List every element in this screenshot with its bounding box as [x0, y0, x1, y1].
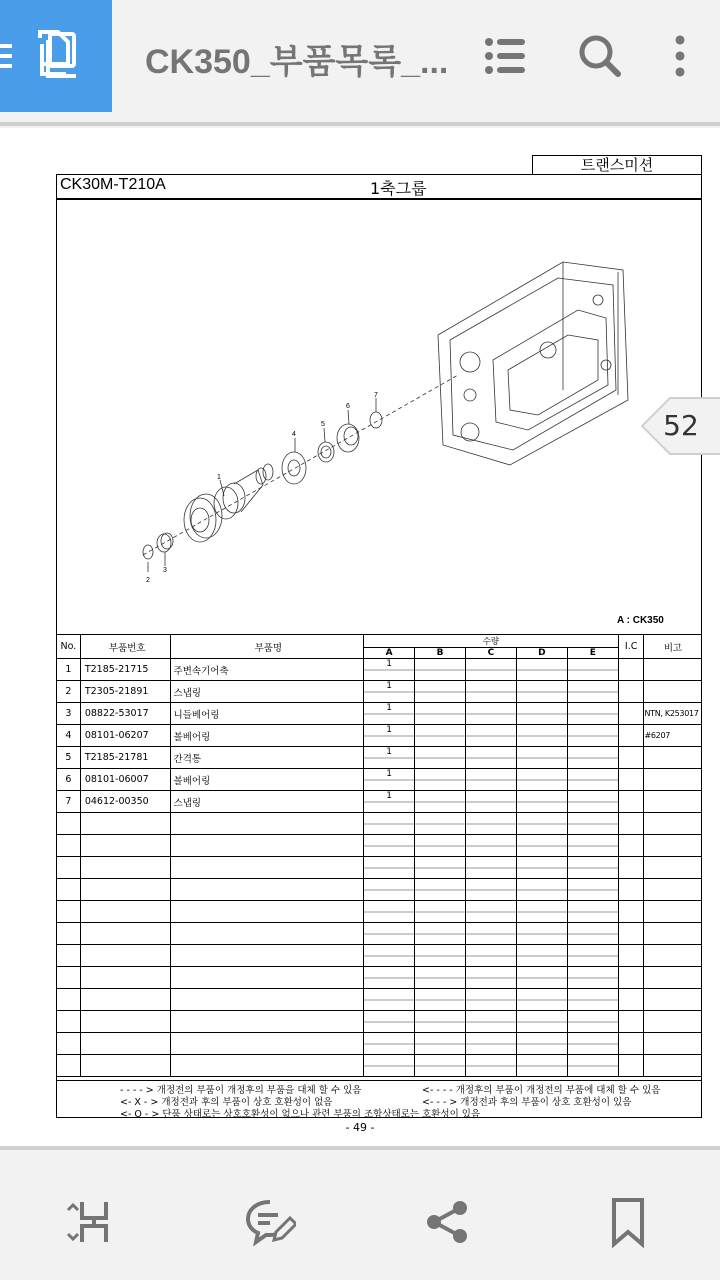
- row-qty-b: [415, 1055, 466, 1077]
- col-name: 부품명: [170, 635, 364, 659]
- col-qty-b: B: [415, 648, 466, 659]
- row-ic: [618, 747, 644, 769]
- row-no: [57, 1011, 81, 1033]
- row-no: [57, 967, 81, 989]
- row-qty-b: [415, 879, 466, 901]
- model-code: CK30M-T210A: [60, 176, 166, 193]
- row-qty-a: [364, 945, 415, 967]
- row-qty-d: [516, 681, 567, 703]
- row-qty-d: [516, 1033, 567, 1055]
- row-part-no: [80, 1011, 170, 1033]
- col-remark: 비고: [644, 635, 702, 659]
- table-row: [57, 1011, 702, 1033]
- row-qty-a: 1: [364, 703, 415, 725]
- row-remark: [644, 879, 702, 901]
- row-qty-d: [516, 989, 567, 1011]
- model-note: A : CK350: [617, 615, 664, 626]
- row-no: 3: [57, 703, 81, 725]
- row-part-no: T2305-21891: [80, 681, 170, 703]
- exploded-parts-diagram: [58, 200, 700, 632]
- row-name: [170, 1055, 364, 1077]
- row-qty-a: [364, 835, 415, 857]
- parts-table: [56, 634, 702, 1077]
- row-remark: [644, 945, 702, 967]
- row-qty-c: [465, 725, 516, 747]
- row-remark: [644, 835, 702, 857]
- row-no: [57, 835, 81, 857]
- col-qty-a: A: [364, 648, 415, 659]
- row-name: 볼베어링: [170, 769, 364, 791]
- top-app-bar: [0, 0, 720, 112]
- row-remark: [644, 923, 702, 945]
- table-row: [57, 1055, 702, 1077]
- row-remark: [644, 1011, 702, 1033]
- row-qty-a: 1: [364, 681, 415, 703]
- table-row: [57, 791, 702, 813]
- row-part-no: 08101-06007: [80, 769, 170, 791]
- row-qty-a: 1: [364, 791, 415, 813]
- row-ic: [618, 703, 644, 725]
- row-no: 1: [57, 659, 81, 681]
- row-qty-b: [415, 967, 466, 989]
- row-ic: [618, 857, 644, 879]
- row-qty-a: [364, 879, 415, 901]
- row-name: [170, 1011, 364, 1033]
- row-qty-d: [516, 813, 567, 835]
- row-part-no: [80, 857, 170, 879]
- row-part-no: [80, 1055, 170, 1077]
- row-part-no: 08822-53017: [80, 703, 170, 725]
- row-no: [57, 857, 81, 879]
- row-part-no: T2185-21715: [80, 659, 170, 681]
- table-row: [57, 703, 702, 725]
- sheet-page-number: - 49 -: [345, 1121, 375, 1134]
- row-name: [170, 813, 364, 835]
- row-qty-d: [516, 703, 567, 725]
- top-divider: [0, 122, 720, 126]
- row-no: [57, 989, 81, 1011]
- row-name: [170, 879, 364, 901]
- row-qty-a: 1: [364, 725, 415, 747]
- row-qty-e: [567, 879, 618, 901]
- page-indicator-number: 52: [663, 409, 699, 442]
- row-qty-a: 1: [364, 659, 415, 681]
- row-qty-a: [364, 989, 415, 1011]
- row-name: [170, 989, 364, 1011]
- row-qty-c: [465, 923, 516, 945]
- row-ic: [618, 813, 644, 835]
- row-qty-e: [567, 769, 618, 791]
- col-qty-c: C: [465, 648, 516, 659]
- row-qty-b: [415, 857, 466, 879]
- callout-5: 5: [321, 421, 325, 428]
- row-qty-e: [567, 835, 618, 857]
- row-qty-e: [567, 681, 618, 703]
- row-qty-c: [465, 1055, 516, 1077]
- callout-6: 6: [346, 403, 350, 410]
- table-row: [57, 681, 702, 703]
- row-qty-d: [516, 1055, 567, 1077]
- row-name: [170, 857, 364, 879]
- row-remark: [644, 989, 702, 1011]
- row-name: 스냅링: [170, 681, 364, 703]
- row-part-no: [80, 945, 170, 967]
- row-qty-a: [364, 901, 415, 923]
- row-qty-c: [465, 703, 516, 725]
- document-title: CK350_부품목록_...: [145, 43, 449, 81]
- row-remark: [644, 1033, 702, 1055]
- row-ic: [618, 945, 644, 967]
- row-ic: [618, 1055, 644, 1077]
- table-row: [57, 989, 702, 1011]
- comment-icon[interactable]: [244, 1196, 296, 1248]
- callout-3: 3: [163, 567, 167, 574]
- col-part-no: 부품번호: [80, 635, 170, 659]
- table-row: [57, 879, 702, 901]
- row-qty-d: [516, 857, 567, 879]
- row-part-no: T2185-21781: [80, 747, 170, 769]
- row-qty-e: [567, 967, 618, 989]
- row-qty-a: [364, 1011, 415, 1033]
- row-name: [170, 967, 364, 989]
- row-qty-c: [465, 857, 516, 879]
- row-remark: [644, 747, 702, 769]
- row-qty-b: [415, 681, 466, 703]
- row-ic: [618, 989, 644, 1011]
- table-row: [57, 813, 702, 835]
- list-icon[interactable]: [480, 30, 532, 82]
- table-row: [57, 769, 702, 791]
- row-part-no: [80, 1033, 170, 1055]
- row-qty-a: [364, 813, 415, 835]
- row-qty-b: [415, 989, 466, 1011]
- row-part-no: [80, 923, 170, 945]
- legend-line-1: - - - - > 개정전의 부품이 개정후의 부품을 대체 할 수 있음: [120, 1085, 362, 1096]
- row-name: [170, 945, 364, 967]
- row-ic: [618, 1033, 644, 1055]
- row-qty-a: [364, 857, 415, 879]
- row-qty-a: [364, 1033, 415, 1055]
- row-part-no: [80, 879, 170, 901]
- row-qty-b: [415, 747, 466, 769]
- row-qty-c: [465, 681, 516, 703]
- row-qty-e: [567, 1011, 618, 1033]
- row-name: 볼베어링: [170, 725, 364, 747]
- row-ic: [618, 769, 644, 791]
- row-ic: [618, 967, 644, 989]
- col-ic: I.C: [618, 635, 644, 659]
- row-no: 4: [57, 725, 81, 747]
- row-part-no: 08101-06207: [80, 725, 170, 747]
- row-name: 스냅링: [170, 791, 364, 813]
- row-remark: [644, 769, 702, 791]
- row-ic: [618, 659, 644, 681]
- row-remark: #6207: [644, 725, 702, 747]
- row-qty-b: [415, 725, 466, 747]
- col-qty: 수량: [364, 635, 619, 648]
- row-ic: [618, 835, 644, 857]
- row-no: [57, 813, 81, 835]
- row-qty-c: [465, 769, 516, 791]
- table-row: [57, 747, 702, 769]
- legend-line-5: <- - - > 개정전과 후의 부품이 상호 호환성이 있음: [422, 1097, 632, 1108]
- row-qty-a: [364, 967, 415, 989]
- row-qty-e: [567, 923, 618, 945]
- row-remark: [644, 857, 702, 879]
- row-qty-e: [567, 813, 618, 835]
- row-qty-e: [567, 703, 618, 725]
- row-name: 주변속기어축: [170, 659, 364, 681]
- row-qty-c: [465, 1011, 516, 1033]
- category-label: 트랜스미션: [532, 155, 702, 175]
- table-row: [57, 835, 702, 857]
- row-part-no: [80, 901, 170, 923]
- row-remark: [644, 813, 702, 835]
- goto-page-icon[interactable]: [62, 1196, 114, 1248]
- row-remark: [644, 681, 702, 703]
- row-qty-a: 1: [364, 769, 415, 791]
- row-qty-b: [415, 769, 466, 791]
- row-qty-e: [567, 747, 618, 769]
- row-qty-d: [516, 945, 567, 967]
- row-part-no: [80, 989, 170, 1011]
- row-qty-c: [465, 879, 516, 901]
- row-remark: [644, 791, 702, 813]
- table-row: [57, 901, 702, 923]
- row-qty-e: [567, 725, 618, 747]
- documents-icon: [0, 0, 112, 112]
- callout-7: 7: [374, 392, 378, 399]
- row-qty-c: [465, 945, 516, 967]
- row-remark: NTN, K253017: [644, 703, 702, 725]
- row-qty-e: [567, 989, 618, 1011]
- row-qty-e: [567, 857, 618, 879]
- row-remark: [644, 901, 702, 923]
- row-remark: [644, 967, 702, 989]
- row-ic: [618, 725, 644, 747]
- row-qty-d: [516, 769, 567, 791]
- row-qty-b: [415, 791, 466, 813]
- row-name: [170, 835, 364, 857]
- table-row: [57, 1033, 702, 1055]
- row-ic: [618, 681, 644, 703]
- row-qty-e: [567, 1033, 618, 1055]
- row-no: 5: [57, 747, 81, 769]
- bottom-divider: [0, 1146, 720, 1150]
- row-name: [170, 923, 364, 945]
- row-part-no: [80, 967, 170, 989]
- row-qty-c: [465, 967, 516, 989]
- row-qty-e: [567, 945, 618, 967]
- row-ic: [618, 791, 644, 813]
- row-qty-d: [516, 725, 567, 747]
- row-qty-e: [567, 659, 618, 681]
- legend-line-4: <- - - - 개정후의 부품이 개정전의 부품에 대체 할 수 있음: [422, 1085, 661, 1096]
- row-qty-c: [465, 747, 516, 769]
- row-no: [57, 1055, 81, 1077]
- share-icon[interactable]: [422, 1196, 474, 1248]
- row-qty-d: [516, 659, 567, 681]
- row-qty-c: [465, 901, 516, 923]
- table-row: [57, 967, 702, 989]
- row-ic: [618, 879, 644, 901]
- row-qty-e: [567, 791, 618, 813]
- row-ic: [618, 923, 644, 945]
- search-icon[interactable]: [574, 30, 626, 82]
- table-row: [57, 923, 702, 945]
- table-row: [57, 945, 702, 967]
- row-qty-a: [364, 923, 415, 945]
- row-qty-c: [465, 659, 516, 681]
- bottom-toolbar: [0, 1166, 720, 1280]
- table-row: [57, 857, 702, 879]
- row-no: [57, 923, 81, 945]
- row-ic: [618, 901, 644, 923]
- row-qty-b: [415, 835, 466, 857]
- legend-line-3: <- O - > 단품 상태로는 상호호환성이 없으나 관련 부품의 조합상태로는 호환성이 있음: [120, 1109, 481, 1120]
- legend-line-2: <- X - > 개정전과 후의 부품이 상호 호환성이 없음: [120, 1097, 333, 1108]
- table-row: [57, 725, 702, 747]
- row-name: 간격통: [170, 747, 364, 769]
- row-qty-b: [415, 1011, 466, 1033]
- row-remark: [644, 659, 702, 681]
- row-qty-b: [415, 901, 466, 923]
- row-ic: [618, 1011, 644, 1033]
- callout-2: 2: [146, 577, 150, 584]
- row-no: 2: [57, 681, 81, 703]
- row-name: [170, 1033, 364, 1055]
- row-name: [170, 901, 364, 923]
- row-qty-b: [415, 1033, 466, 1055]
- bookmark-icon[interactable]: [602, 1196, 654, 1248]
- row-qty-d: [516, 901, 567, 923]
- documents-button[interactable]: [0, 0, 112, 112]
- row-qty-b: [415, 813, 466, 835]
- row-no: [57, 901, 81, 923]
- row-qty-e: [567, 1055, 618, 1077]
- row-no: [57, 945, 81, 967]
- row-qty-c: [465, 813, 516, 835]
- row-qty-a: 1: [364, 747, 415, 769]
- row-part-no: [80, 835, 170, 857]
- row-qty-c: [465, 1033, 516, 1055]
- row-qty-d: [516, 747, 567, 769]
- row-name: 니들베어링: [170, 703, 364, 725]
- callout-1: 1: [217, 474, 221, 481]
- table-row: [57, 659, 702, 681]
- row-qty-d: [516, 835, 567, 857]
- legend: [56, 1080, 702, 1119]
- row-qty-d: [516, 879, 567, 901]
- page-indicator[interactable]: [640, 396, 720, 456]
- row-no: 6: [57, 769, 81, 791]
- col-no: No.: [57, 635, 81, 659]
- row-qty-b: [415, 659, 466, 681]
- row-part-no: [80, 813, 170, 835]
- row-qty-c: [465, 835, 516, 857]
- col-qty-e: E: [567, 648, 618, 659]
- row-qty-a: [364, 1055, 415, 1077]
- row-no: [57, 1033, 81, 1055]
- row-no: [57, 879, 81, 901]
- row-qty-d: [516, 1011, 567, 1033]
- row-qty-d: [516, 967, 567, 989]
- row-qty-c: [465, 791, 516, 813]
- row-no: 7: [57, 791, 81, 813]
- row-qty-b: [415, 703, 466, 725]
- col-qty-d: D: [516, 648, 567, 659]
- row-qty-d: [516, 791, 567, 813]
- callout-4: 4: [292, 431, 296, 438]
- row-qty-d: [516, 923, 567, 945]
- row-qty-e: [567, 901, 618, 923]
- row-remark: [644, 1055, 702, 1077]
- row-part-no: 04612-00350: [80, 791, 170, 813]
- row-qty-c: [465, 989, 516, 1011]
- more-vertical-icon[interactable]: [654, 30, 706, 82]
- group-title: 1축그룹: [370, 179, 427, 198]
- row-qty-b: [415, 945, 466, 967]
- row-qty-b: [415, 923, 466, 945]
